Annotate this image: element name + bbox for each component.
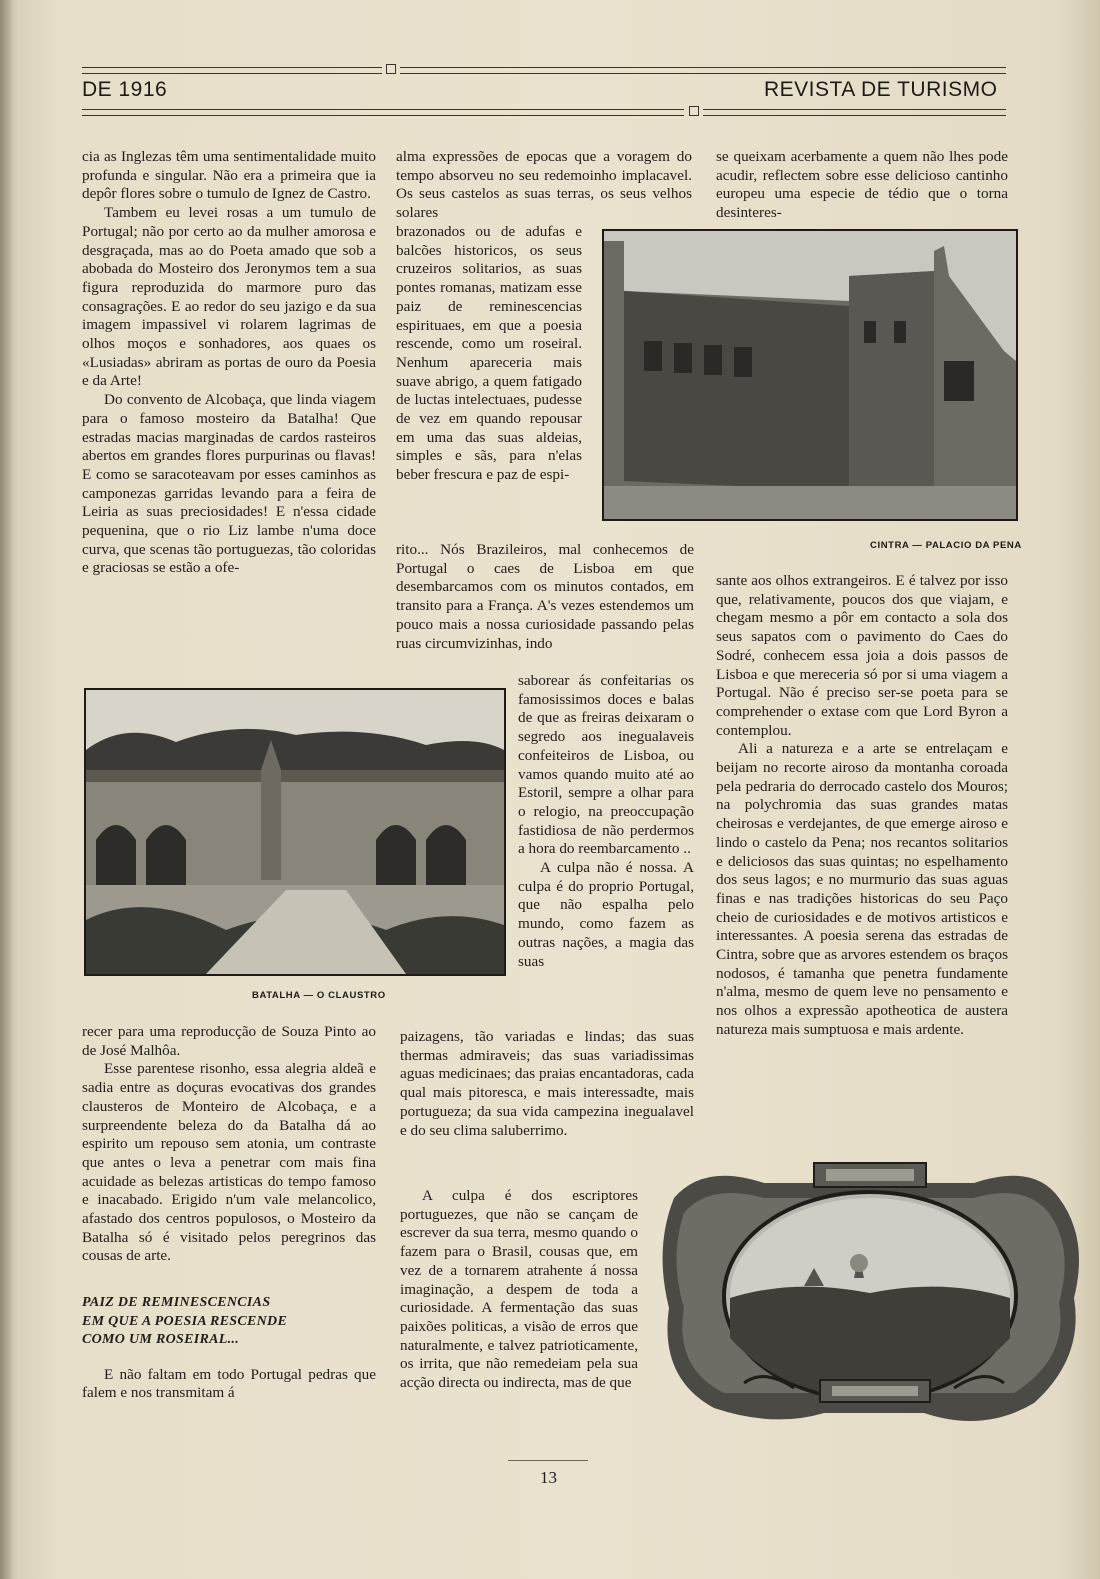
column-1-bottom	[82, 1023, 376, 1403]
paragraph: se queixam acerbamente a quem não lhes pode acudir, reflectem sobre esse delicioso cantinho europeu uma especie de tédio que o torna desinteres-	[716, 148, 1008, 222]
header-ornament-box-2	[689, 106, 699, 116]
paragraph: Do convento de Alcobaça, que linda viagem para o famoso mosteiro da Batalha! Que estradas macias marginadas de cardos rasteiros abertos em grandes flores purpurinas ou flavas! E como se saracoteavam por esses caminhos as camponezas garridas levando para a feira de Leiria as suas preciosidades! E n'essa cidade pequenina, que o rio Liz lambe n'uma doce curva, que scenas tão portuguezas, tão coloridas e graciosas se estão a ofe-	[82, 391, 376, 577]
subheading-line: EM QUE A POESIA RESCENDE	[82, 1313, 288, 1329]
header-top-rule	[82, 67, 382, 74]
paragraph: paizagens, tão variadas e lindas; das suas thermas admiraveis; das suas variadissimas aguas medicinaes; das praias encantadoras, cada qual mais pitoresca, e mais interessadte, mais portugueza; da sua vida campezina inegualavel e do seu clima saluberrimo.	[400, 1028, 694, 1139]
header-bottom-rule	[82, 109, 684, 116]
column-2-narrow-right	[518, 672, 694, 971]
header-left-date: DE 1916	[82, 78, 168, 101]
paragraph: brazonados ou de adufas e balcões historicos, os seus cruzeiros solitarios, as suas pontes romanas, matizam esse paiz de reminescencias espirituaes, em que a poesia rescende, como um roseiral. Nenhum apareceria mais suave abrigo, a quem fatigado de luctas intelectuaes, pudesse de vez em quando repousar em uma das suas aldeias, simples e sãs, para n'elas beber frescura e paz de espi-	[396, 223, 582, 484]
paragraph: Tambem eu levei rosas a um tumulo de Portugal; não por certo ao da mulher amorosa e desgraçada, mas ao do Poeta amado que sob a abobada do Mosteiro dos Jeronymos tem a sua figura reproduzida do marmore puro das consagrações. E ao redor do seu jazigo e da sua imagem impassivel vi rolarem lagrimas de olhos moços e sonhadores, aos quaes os «Lusiadas» abriram as portas de ouro da Poesia e da Arte!	[82, 204, 376, 390]
paragraph: recer para uma reproducção de Souza Pinto ao de José Malhôa.	[82, 1023, 376, 1059]
column-1-top	[82, 148, 376, 578]
column-2-narrow	[396, 223, 582, 485]
pena-caption: CINTRA — PALACIO DA PENA	[870, 540, 1022, 551]
paragraph: A culpa é dos escriptores portuguezes, que não se cançam de escrever da sua terra, mesmo quando o fazem para o Brasil, cousas que, em vez de a tornarem atrahente á nossa imaginação, a despem de toda a curiosidade. A fermentação das suas paixões politicas, a visão de erros que naturalmente, e talvez patrioticamente, os irrita, que não remedeiam pela sua acção directa ou indirecta, mas de que	[400, 1187, 638, 1392]
column-2-wide	[400, 1028, 694, 1140]
batalha-caption: BATALHA — O CLAUSTRO	[252, 990, 386, 1001]
header-bottom-rule-right	[703, 109, 1006, 116]
page-gutter	[0, 0, 12, 1579]
page-number: 13	[540, 1468, 557, 1487]
column-2-top	[396, 148, 692, 223]
paragraph: E não faltam em todo Portugal pedras que falem e nos transmitam á	[82, 1365, 376, 1402]
paragraph: cia as Inglezas têm uma sentimentalidade muito profunda e singular. Não era a primeira que ia depôr flores sobre o tumulo de Ignez de Castro.	[82, 148, 376, 203]
paragraph: alma expressões de epocas que a voragem do tempo absorveu no seu redemoinho implacavel. Os seus castelos as suas terras, os seus velhos solares	[396, 148, 692, 222]
page-number-rule	[508, 1460, 588, 1461]
header-ornament-box	[386, 64, 396, 74]
pena-palace-photo	[602, 229, 1018, 521]
batalha-cloister-photo	[84, 688, 506, 976]
paragraph: Esse parentese risonho, essa alegria aldeã e sadia entre as doçuras evocativas dos grandes clausteros de Monteiro de Alcobaça, e a surpreendente beleza do da Batalha dá ao espirito um repouso sem atonia, um contraste que antes o leva a penetrar com mais fina acuidade as belezas artisticas do tempo famoso e inacabado. Erigido n'um vale melancolico, afastado dos centros populosos, o Mosteiro da Batalha só é visitado pelos peregrinos das cousas de arte.	[82, 1060, 376, 1265]
paragraph: Ali a natureza e a arte se entrelaçam e beijam no recorte airoso da montanha coroada pela pedraria do derrocado castelo dos Mouros; na polychromia das suas grandes matas cheirosas e verdejantes, de que emerge airoso e lindo o castelo da Pena; nos recantos solitarios e deliciosos das suas quintas; no espelhamento dos seus lagos; e no murmurio das suas aguas finas e nas tradições historicas do seu Paço cheio de curiosidades e de motivos artisticos e interessantes. A poesia serena das estradas de Cintra, sobre que as arvores estendem os braços nodosos, é tamanha que penetra fundamente n'alma, mesmo de quem leve no pensamento e nos olhos a expressão apotheotica de austera natureza mais sumptuosa e mais ardente.	[716, 740, 1008, 1038]
paragraph: saborear ás confeitarias os famosissimos doces e balas de que as freiras deixaram o segredo aos inegualaveis confeiteiros de Lisboa, ou vamos quando muito até ao Estoril, sempre a olhar para o relogio, na preoccupação fastidiosa de não perdermos a hora do reembarcamento ..	[518, 672, 694, 858]
paragraph: sante aos olhos extrangeiros. E é talvez por isso que, relativamente, poucos dos que viajam, e chegam mesmo a pôr em contacto a sola dos seus sapatos com o pavimento do Caes do Sodré, conhecem essa joia a dois passos de Lisboa e que mereceria só por si uma viagem a Portugal. Não é preciso ser-se poeta para se comprehender o extase com que Lord Byron a contemplou.	[716, 572, 1008, 739]
ornamental-vignette	[654, 1158, 1086, 1434]
subheading-line: PAIZ DE REMINESCENCIAS	[82, 1295, 271, 1311]
header-top-rule-right	[400, 67, 1006, 74]
column-2-end	[400, 1187, 638, 1393]
subheading-line: COMO UM ROSEIRAL...	[82, 1332, 240, 1348]
column-3-top	[716, 148, 1008, 223]
paragraph: rito... Nós Brazileiros, mal conhecemos de Portugal o caes de Lisboa em que desembarcamos com os minutos contados, em transito para a França. A's vezes estendemos um pouco mais a nossa curiosidade passando pelas ruas circumvizinhas, indo	[396, 541, 694, 652]
column-2-mid	[396, 541, 694, 653]
header-magazine-title: REVISTA DE TURISMO	[764, 78, 998, 101]
section-subheading	[82, 1294, 376, 1350]
column-3-bottom	[716, 572, 1008, 1040]
paragraph: A culpa não é nossa. A culpa é do proprio Portugal, que não espalha pelo mundo, como fazem as outras nações, a magia das suas	[518, 859, 694, 970]
